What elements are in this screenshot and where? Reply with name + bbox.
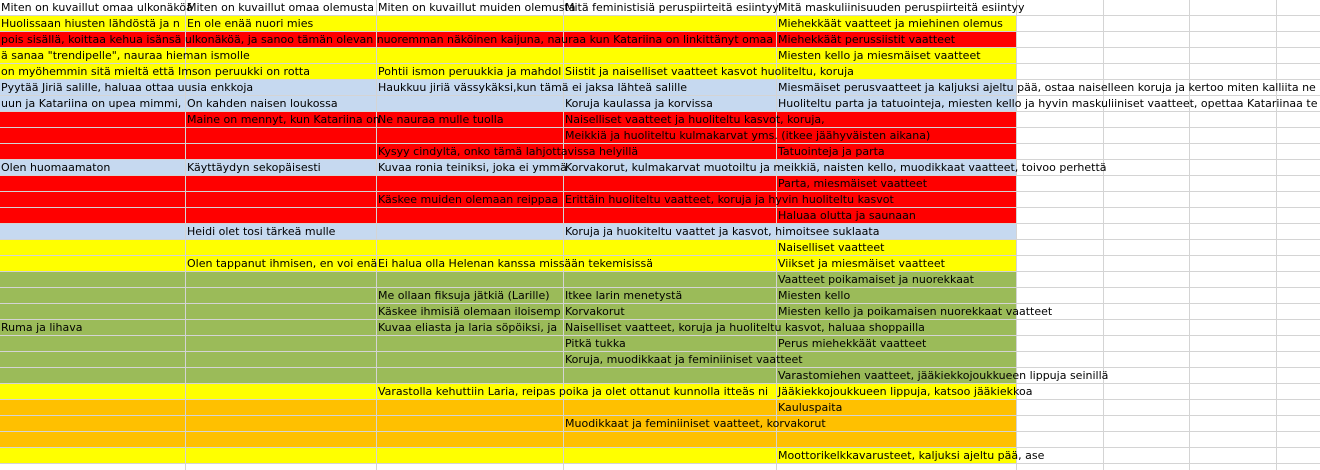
spreadsheet-row xyxy=(0,256,1320,272)
cell-text[interactable]: Maine on mennyt, kun Katariina on xyxy=(187,113,380,126)
spreadsheet-row xyxy=(0,304,1320,320)
cell-text[interactable]: Naiselliset vaatteet xyxy=(778,241,885,254)
spreadsheet-row xyxy=(0,448,1320,464)
cell-text[interactable]: pois sisällä, koittaa kehua isänsä ulkonäköä, ja sanoo tämän olevan nuoremman näköinen kaijuna, nauraa kun Katariina on linkittänyt omaa xyxy=(1,33,774,46)
spreadsheet-row xyxy=(0,48,1320,64)
spreadsheet-row xyxy=(0,32,1320,48)
cell-text[interactable]: Siistit ja naiselliset vaatteet kasvot huoliteltu, koruja xyxy=(565,65,854,78)
cell-text[interactable]: Mitä feministisiä peruspiirteitä esiintyy xyxy=(565,1,779,14)
spreadsheet-row xyxy=(0,144,1320,160)
spreadsheet-row xyxy=(0,384,1320,400)
cell-text[interactable]: Naiselliset vaatteet, koruja ja huoliteltu kasvot, haluaa shoppailla xyxy=(565,321,925,334)
cell-text[interactable]: Miehekkäät perussiistit vaatteet xyxy=(778,33,956,46)
cell-text[interactable]: Meikkiä ja huoliteltu kulmakarvat yms. (itkee jäähyväisten aikana) xyxy=(565,129,931,142)
spreadsheet-row xyxy=(0,96,1320,112)
spreadsheet-row xyxy=(0,240,1320,256)
spreadsheet-row xyxy=(0,160,1320,176)
cell-text[interactable]: Kuvaa ronia teiniksi, joka ei ymmä xyxy=(378,161,567,174)
cell-text[interactable]: Kuvaa eliasta ja laria söpöiksi, ja xyxy=(378,321,558,334)
spreadsheet-row xyxy=(0,416,1320,432)
cell-text[interactable]: Miesten kello ja miesmäiset vaatteet xyxy=(778,49,981,62)
cell-text[interactable]: Miesmäiset perusvaatteet ja kaljuksi ajeltu pää, ostaa naiselleen koruja ja kertoo miten kalliita ne xyxy=(778,81,1316,94)
cell-text[interactable]: Mitä maskuliinisuuden peruspiirteitä esiintyy xyxy=(778,1,1025,14)
cell-text[interactable]: Käskee ihmisiä olemaan iloisemp xyxy=(378,305,561,318)
spreadsheet-row xyxy=(0,400,1320,416)
cell-text[interactable]: Perus miehekkäät vaatteet xyxy=(778,337,927,350)
spreadsheet-row xyxy=(0,224,1320,240)
cell-text[interactable]: Miesten kello xyxy=(778,289,851,302)
cell-text[interactable]: Jääkiekkojoukkueen lippuja, katsoo jääkiekkoa xyxy=(778,385,1033,398)
cell-text[interactable]: Ruma ja lihava xyxy=(1,321,83,334)
spreadsheet-row xyxy=(0,80,1320,96)
spreadsheet-row xyxy=(0,112,1320,128)
cell-text[interactable]: Parta, miesmäiset vaatteet xyxy=(778,177,928,190)
spreadsheet-row xyxy=(0,272,1320,288)
cell-text[interactable]: Varastolla kehuttiin Laria, reipas poika ja olet ottanut kunnolla itteäs ni xyxy=(378,385,769,398)
cell-text[interactable]: Ei halua olla Helenan kanssa missään tekemisissä xyxy=(378,257,653,270)
cell-text[interactable]: Pohtii ismon peruukkia ja mahdol xyxy=(378,65,562,78)
spreadsheet-row xyxy=(0,208,1320,224)
cell-text[interactable]: Heidi olet tosi tärkeä mulle xyxy=(187,225,336,238)
spreadsheet-row xyxy=(0,368,1320,384)
cell-text[interactable]: Haluaa olutta ja saunaan xyxy=(778,209,916,222)
cell-text[interactable]: Korvakorut, kulmakarvat muotoiltu ja meikkiä, naisten kello, muodikkaat vaatteet, toivoo perhettä xyxy=(565,161,1107,174)
cell-text[interactable]: On kahden naisen loukossa xyxy=(187,97,338,110)
cell-text[interactable]: Huolissaan hiusten lähdöstä ja n xyxy=(1,17,180,30)
spreadsheet-row xyxy=(0,176,1320,192)
spreadsheet-row xyxy=(0,64,1320,80)
cell-text[interactable]: Erittäin huoliteltu vaatteet, koruja ja hyvin huoliteltu kasvot xyxy=(565,193,894,206)
spreadsheet-row xyxy=(0,192,1320,208)
spreadsheet-row xyxy=(0,320,1320,336)
cell-text[interactable]: Moottorikelkkavarusteet, kaljuksi ajeltu pää, ase xyxy=(778,449,1045,462)
cell-text[interactable]: Muodikkaat ja feminiiniset vaatteet, korvakorut xyxy=(565,417,826,430)
cell-text[interactable]: Käyttäydyn sekopäisesti xyxy=(187,161,321,174)
cell-text[interactable]: Olen huomaamaton xyxy=(1,161,111,174)
cell-text[interactable]: Koruja, muodikkaat ja feminiiniset vaatteet xyxy=(565,353,803,366)
cell-text[interactable]: Kysyy cindyltä, onko tämä lahjottavissa helyillä xyxy=(378,145,639,158)
cell-text[interactable]: Naiselliset vaatteet ja huoliteltu kasvot, koruja, xyxy=(565,113,825,126)
cell-text[interactable]: En ole enää nuori mies xyxy=(187,17,314,30)
spreadsheet-row xyxy=(0,16,1320,32)
spreadsheet-row xyxy=(0,128,1320,144)
cell-text[interactable]: Miten on kuvaillut muiden olemusta xyxy=(378,1,576,14)
cell-text[interactable]: ä sanaa "trendipelle", nauraa hieman ismolle xyxy=(1,49,250,62)
cell-text[interactable]: Viikset ja miesmäiset vaatteet xyxy=(778,257,945,270)
cell-text[interactable]: Haukkuu jiriä vässykäksi,kun tämä ei jaksa lähteä salille xyxy=(378,81,688,94)
cell-text[interactable]: Miesten kello ja poikamaisen nuorekkaat vaatteet xyxy=(778,305,1053,318)
spreadsheet-row xyxy=(0,288,1320,304)
cell-text[interactable]: Varastomiehen vaatteet, jääkiekkojoukkueen lippuja seinillä xyxy=(778,369,1109,382)
cell-text[interactable]: Vaatteet poikamaiset ja nuorekkaat xyxy=(778,273,974,286)
cell-text[interactable]: Me ollaan fiksuja jätkiä (Larille) xyxy=(378,289,550,302)
cell-text[interactable]: Kauluspaita xyxy=(778,401,843,414)
cell-text[interactable]: Miten on kuvaillut omaa ulkonäköä xyxy=(1,1,193,14)
cell-text[interactable]: Pitkä tukka xyxy=(565,337,626,350)
spreadsheet-row xyxy=(0,352,1320,368)
cell-text[interactable]: Koruja kaulassa ja korvissa xyxy=(565,97,713,110)
cell-text[interactable]: uun ja Katariina on upea mimmi, xyxy=(1,97,182,110)
cell-text[interactable]: Huoliteltu parta ja tatuointeja, miesten kello ja hyvin maskuliiniset vaatteet, opettaa Katariinaa te xyxy=(778,97,1318,110)
cell-text[interactable]: Ne nauraa mulle tuolla xyxy=(378,113,504,126)
cell-text[interactable]: Käskee muiden olemaan reippaa xyxy=(378,193,559,206)
cell-text[interactable]: Miehekkäät vaatteet ja miehinen olemus xyxy=(778,17,1003,30)
cell-text[interactable]: Korvakorut xyxy=(565,305,625,318)
cell-text[interactable]: Itkee larin menetystä xyxy=(565,289,683,302)
cell-text[interactable]: Tatuointeja ja parta xyxy=(778,145,885,158)
cell-text[interactable]: Miten on kuvaillut omaa olemusta xyxy=(187,1,374,14)
cell-text[interactable]: on myöhemmin sitä mieltä että Imson peruukki on rotta xyxy=(1,65,310,78)
spreadsheet-row xyxy=(0,336,1320,352)
spreadsheet-row xyxy=(0,0,1320,16)
cell-text[interactable]: Olen tappanut ihmisen, en voi enä xyxy=(187,257,378,270)
cell-text[interactable]: Pyytää Jiriä salille, haluaa ottaa uusia enkkoja xyxy=(1,81,254,94)
cell-text[interactable]: Koruja ja huokiteltu vaattet ja kasvot, himoitsee suklaata xyxy=(565,225,880,238)
